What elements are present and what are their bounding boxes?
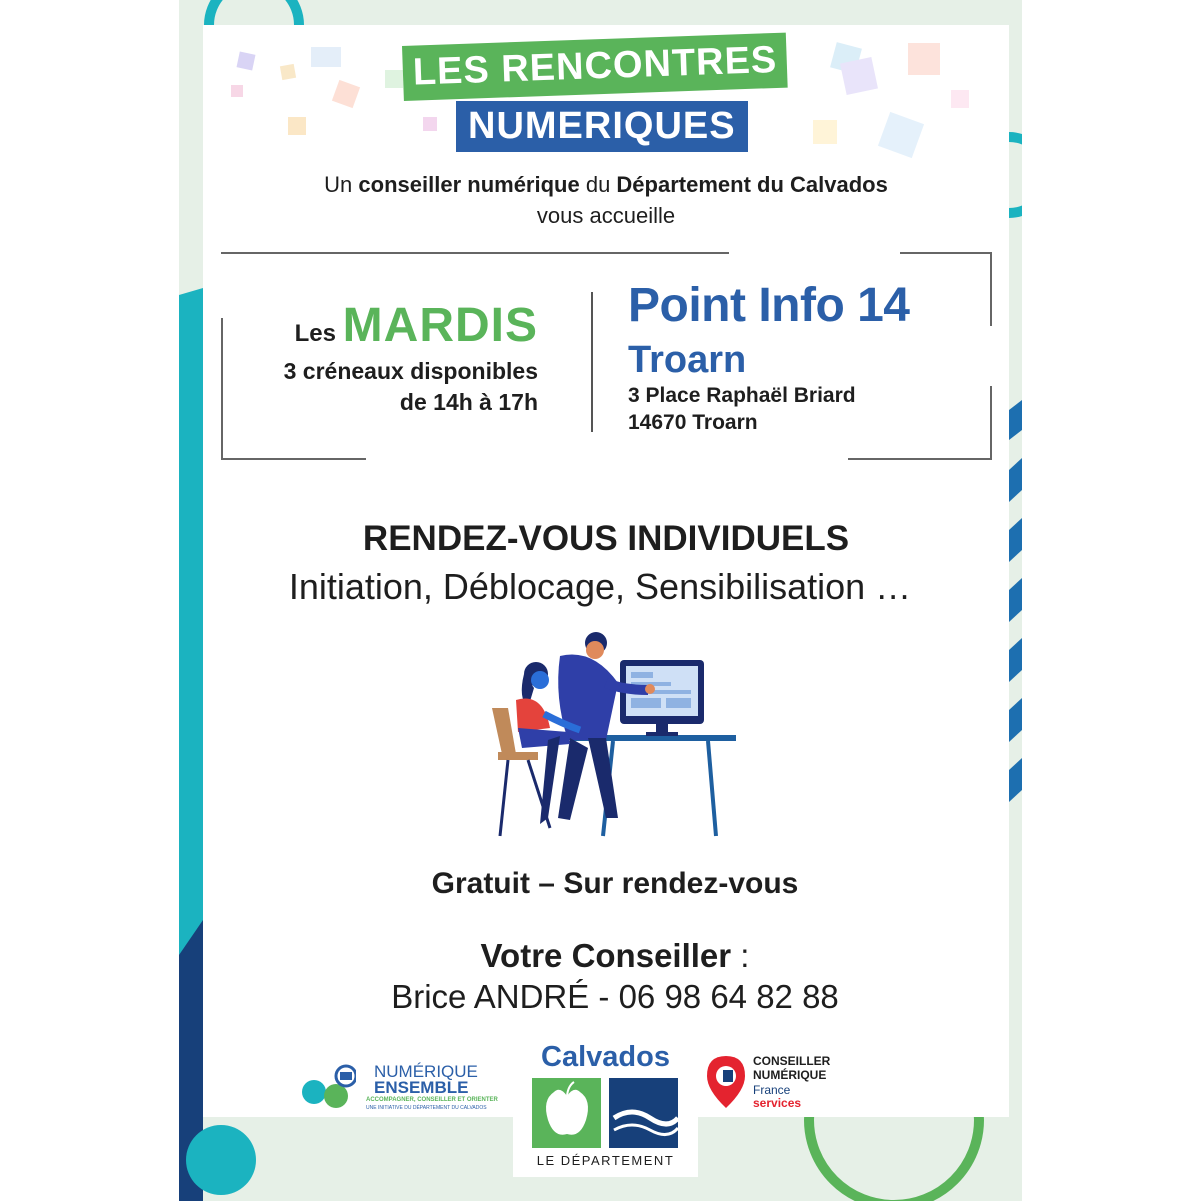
location-postcode: 14670 Troarn [628, 411, 758, 434]
cn-line-3: France [753, 1083, 791, 1097]
decor-stripes-right [1009, 400, 1022, 802]
divider-right-top [990, 252, 992, 326]
advisor-label [215, 937, 1015, 975]
calvados-emblem [532, 1078, 678, 1148]
intro-bold-role: conseiller numérique [358, 172, 580, 197]
cn-line-2: NUMÉRIQUE [753, 1068, 827, 1082]
services-title: RENDEZ-VOUS INDIVIDUELS [362, 519, 850, 558]
divider-bottom-left [221, 458, 366, 460]
pricing-text: Gratuit – Sur rendez-vous [431, 867, 799, 900]
divider-top-left [221, 252, 729, 254]
advisor-label-text: Votre Conseiller [480, 937, 732, 974]
cn-line-4: services [753, 1096, 802, 1110]
schedule-day [240, 298, 538, 353]
ensemble-line-1: NUMÉRIQUE [374, 1062, 478, 1081]
advisor-contact: Brice ANDRÉ - 06 98 64 82 88 [391, 978, 839, 1015]
schedule-slots: 3 créneaux disponibles [283, 358, 538, 384]
divider-top-right [900, 252, 992, 254]
intro-text: du [579, 172, 617, 197]
hands-icon [300, 1062, 356, 1112]
numerique-ensemble-logo [300, 1058, 515, 1118]
divider-center [591, 292, 593, 432]
advisor-colon: : [731, 937, 750, 974]
ensemble-sub: UNE INITIATIVE DU DÉPARTEMENT DU CALVADOS [366, 1105, 487, 1111]
intro-text: Un [324, 172, 359, 197]
decor-disc-bottom [186, 1125, 256, 1195]
divider-bottom-right [848, 458, 992, 460]
intro-bold-department: Département du Calvados [616, 172, 888, 197]
cn-line-1: CONSEILLER [753, 1054, 831, 1068]
location-street: 3 Place Raphaël Briard [628, 384, 856, 407]
ensemble-tagline: ACCOMPAGNER, CONSEILLER ET ORIENTER [366, 1097, 498, 1103]
intro-line-1 [203, 172, 1009, 198]
calvados-name: Calvados [541, 1041, 670, 1073]
calvados-logo [513, 1035, 698, 1177]
schedule-les: Les [294, 320, 343, 347]
people-at-computer-illustration [488, 628, 740, 840]
title-line-2: NUMERIQUES [456, 101, 748, 152]
divider-left [221, 318, 223, 460]
ensemble-line-2: ENSEMBLE [374, 1078, 469, 1097]
location-town: Troarn [628, 339, 747, 381]
services-subtitle: Initiation, Déblocage, Sensibilisation … [288, 566, 912, 607]
conseiller-numerique-logo [705, 1050, 855, 1115]
location-name: Point Info 14 [628, 279, 910, 332]
intro-line-2: vous accueille [536, 203, 676, 228]
divider-right-bottom [990, 386, 992, 460]
map-pin-icon [705, 1054, 747, 1110]
calvados-sub: LE DÉPARTEMENT [536, 1153, 675, 1168]
schedule-day-name: MARDIS [342, 299, 538, 352]
title-line-1: LES RENCONTRES [402, 33, 788, 101]
schedule-hours: de 14h à 17h [399, 389, 538, 415]
